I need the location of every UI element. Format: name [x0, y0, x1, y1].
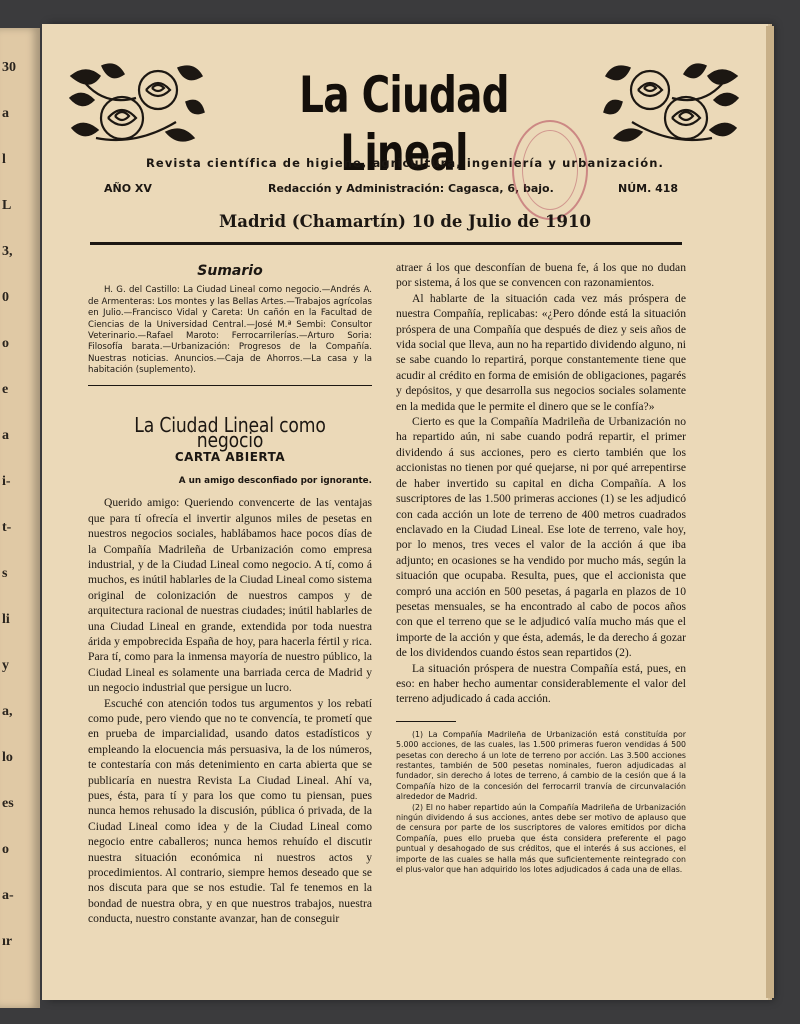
page-edge [766, 26, 774, 998]
left-column [88, 264, 372, 927]
previous-page-fragment: o [2, 336, 9, 351]
article-title: La Ciudad Lineal como negocio [134, 412, 326, 453]
library-stamp-icon [512, 120, 588, 220]
previous-page-fragment: i- [2, 474, 11, 489]
previous-page-fragment: li [2, 612, 10, 627]
masthead-title: La Ciudad Lineal [299, 66, 509, 182]
previous-page-fragment: ır [2, 934, 13, 949]
previous-page-fragment: lo [2, 750, 13, 765]
previous-page-fragment: 30 [2, 60, 16, 75]
sumario-text: H. G. del Castillo: La Ciudad Lineal como negocio.—Andrés A. de Armenteras: Los montes y las Bellas Artes.—Trabajos agrícolas en Julio.—Francisco Vidal y Careta: Un cañón en la Facultad de Ciencias de la Universidad Central.—José M.ª Sembi: Consultor Veterinario.—Rafael Maroto: Ferrocarrilerías.—Arturo Soria: Filosofía barata.—Urbanización: Progresos de la Compañía. Nuestras noticias. Anuncios.—Caja de Ahorros.—La casa y la habitación (suplemento). [88, 285, 372, 376]
previous-page-fragment: e [2, 382, 9, 397]
footnote-rule [396, 721, 456, 722]
previous-page-fragment: t- [2, 520, 12, 535]
article-subtitle: CARTA ABIERTA [174, 450, 286, 465]
footnote: (1) La Compañía Madrileña de Urbanización está constituída por 5.000 acciones, de las cuales, las 1.500 primeras fueron vendidas á 500 pesetas con derecho á un lote de terreno por acción. Las 3.500 acciones restantes, también de 500 pesetas nominales, fueron adjudicadas al fundador, sin derecho á lotes de terreno, á cambio de la cesión que á la Compañía hizo de la concesión del ferrocarril tranvía de circunvalación alrededor de Madrid. [396, 729, 686, 802]
header-rule [90, 242, 682, 245]
year-label: AÑO XV [104, 182, 152, 195]
rose-ornament-right-icon [602, 62, 742, 146]
article-paragraph: Querido amigo: Queriendo convencerte de las ventajas que para tí ofrecía el invertir algunos miles de pesetas en nuestros negocios sociales, hablábamos hace pocos días de la Compañía Madrileña de Urbanización como empresa industrial, y de la Ciudad Lineal como negocio. A tí, como á muchos, es inútil hablarles de la Ciudad Lineal como sistema original de colonización de nuestros campos y de arquitectura racional de nuestras ciudades; inútil hablarles de una Ciudad Lineal en grande, extendida por toda nuestra árida y empobrecida España de hoy, para hacerla fértil y rica. Para tí, como para la inmensa mayoría de nuestro público, la Ciudad Lineal es solamente una barriada cerca de Madrid y un negocio industrial que persigue un lucro. [88, 496, 372, 695]
article-dedication: A un amigo desconfiado por ignorante. [178, 475, 372, 486]
rose-ornament-left-icon [66, 62, 206, 146]
article-paragraph: Al hablarte de la situación cada vez más próspera de nuestra Compañía, replicabas: «¿Pero dónde está la situación próspera de una Compañía que después de diez y seis años de vida social que lleva, aun no ha repartido dividendo alguno, ni se sabe cuando lo repartirá, porque constantemente tiene que acudir al crédito en forma de emisión de obligaciones, pagarés y depósitos, y que desarrolla sus negocios sociales solamente en la medida que le permite el dinero que se le confía?» [396, 291, 686, 413]
previous-page-fragment: o [2, 842, 9, 857]
article-paragraph: La situación próspera de nuestra Compañía está, pues, en eso: en haber hecho aumentar considerablemente el valor del terreno adjudicado á cada acción. [396, 661, 686, 706]
article-paragraph: atraer á los que desconfían de buena fe, á los que no dudan por sistema, á los que se convencen con razonamientos. [396, 261, 686, 290]
dateline: Madrid (Chamartín) 10 de Julio de 1910 [219, 212, 591, 231]
previous-page-fragment: a, [2, 704, 13, 719]
previous-page-fragment: 0 [2, 290, 9, 305]
masthead-subtitle: Revista científica de higiene, agricultura, ingeniería y urbanización. [145, 156, 665, 170]
previous-page-fragment: l [2, 152, 6, 167]
previous-page-fragment: 3, [2, 244, 13, 259]
issue-number: NÚM. 418 [618, 182, 679, 195]
newspaper-page [42, 24, 768, 1000]
footnote: (2) El no haber repartido aún la Compañía Madrileña de Urbanización ningún dividendo á sus acciones, antes debe ser motivo de aplauso que de censura por parte de los suscriptores de valores emitidos por dicha Compañía, pues ello prueba que ésta considera preferente el pago puntual y desahogado de sus créditos, que el interés á sus acciones, el importe de las cuales se halla más que suficientemente reintegrado con el plus-valor que han adquirido los lotes adjudicados á cada una de ellas. [396, 802, 686, 875]
previous-page-fragment: a- [2, 888, 14, 903]
right-column [396, 260, 686, 875]
previous-page-fragment: L [2, 198, 12, 213]
sumario-rule [88, 385, 372, 386]
previous-page-fragment: a [2, 106, 9, 121]
sumario-title: Sumario [197, 263, 263, 279]
previous-page-fragment: es [2, 796, 14, 811]
article-paragraph: Escuché con atención todos tus argumentos y los rebatí como pude, pero viendo que no te convencía, te prometí que en prueba de imparcialidad, usando datos estadísticos y empleando la elocuencia más persuasiva, la de los números, te contestaría con más detenimiento en carta abierta que se publicaría en nuestra Revista La Ciudad Lineal. Ahí va, pues, ésta, para tí y para los que como tu piensan, pues nunca hemos rehusado la discusión, pública ó privada, de la Ciudad Lineal como idea y de la Ciudad Lineal como negocio entre caballeros; nunca hemos rehuído el discutir nuestra situación económica ni nuestros actos y procedimientos. Al contrario, siempre hemos deseado que se nos discuta para que se nos estudie. Tal fe tenemos en la bondad de nuestra obra, y en que nuestros trabajos, nuestra conducta, nuestro constante avanzar, han de conseguir [88, 696, 372, 926]
previous-page-edge [0, 28, 40, 1008]
previous-page-fragment: y [2, 658, 9, 673]
previous-page-fragment: s [2, 566, 8, 581]
previous-page-fragment: a [2, 428, 9, 443]
editorial-address: Redacción y Administración: Cagasca, 6, bajo. [268, 182, 554, 195]
article-paragraph: Cierto es que la Compañía Madrileña de Urbanización no ha repartido aún, ni sabe cuando podrá repartir, el primer dividendo á sus acciones, pero es cierto también que los accionistas no tienen por qué quejarse, ni por qué arrepentirse de haber invertido su capital en dicha Compañía. A los suscriptores de las 1.500 primeras acciones (1) se les adjudicó con cada acción un lote de terreno de 400 metros cuadrados enclavado en la Ciudad Lineal. Ese lote de terreno, vale hoy, por lo menos, tres veces el valor de la acción á que iba adjunto; en ocasiones se ha vendido por mucho más, según la situación que ocupaba. Resulta, pues, que el accionista que compró una acción en 500 pesetas, á pagarla en plazos de 10 pesetas mensuales, se ha encontrado al cabo de pocos años con que el terreno que se le adjudicó valía mucho más que el importe de la acción y que ésta, además, le da derecho á gozar de los dividendos cuando éstos sean repartidos (2). [396, 415, 686, 660]
